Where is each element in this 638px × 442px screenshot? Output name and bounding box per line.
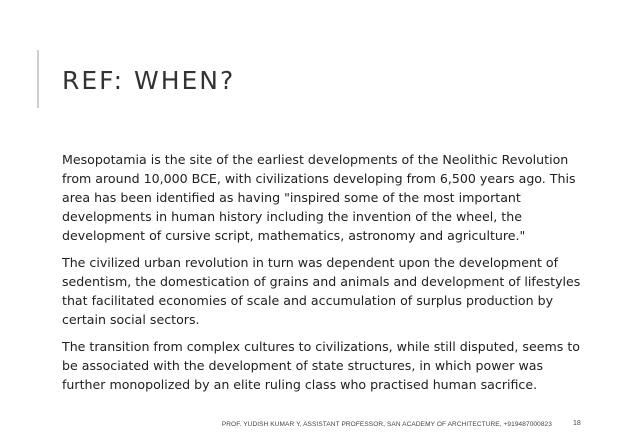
slide-body	[62, 150, 582, 402]
title-accent-rule	[37, 50, 39, 108]
paragraph-mesopotamia: Mesopotamia is the site of the earliest developments of the Neolithic Revolution from around 10,000 BCE, with civilizations developing from 6,500 years ago. This area has been identified as having "inspired some of the most important developments in human history including the invention of the wheel, the development of cursive script, mathematics, astronomy and agriculture."	[62, 152, 576, 243]
paragraph-transition: The transition from complex cultures to civilizations, while still disputed, seems to be associated with the development of state structures, in which power was further monopolized by an elite ruling class who practised human sacrifice.	[62, 339, 580, 392]
page-number: 18	[573, 420, 581, 427]
footer-author: PROF. YUDISH KUMAR Y, ASSISTANT PROFESSOR, SAN ACADEMY OF ARCHITECTURE, +919487000823	[221, 421, 552, 428]
paragraph-urban-revolution: The civilized urban revolution in turn was dependent upon the development of sedentism, the domestication of grains and animals and development of lifestyles that facilitated economies of scale and accumulation of surplus production by certain social sectors.	[62, 255, 581, 327]
slide-title: REF: WHEN?	[62, 66, 236, 95]
